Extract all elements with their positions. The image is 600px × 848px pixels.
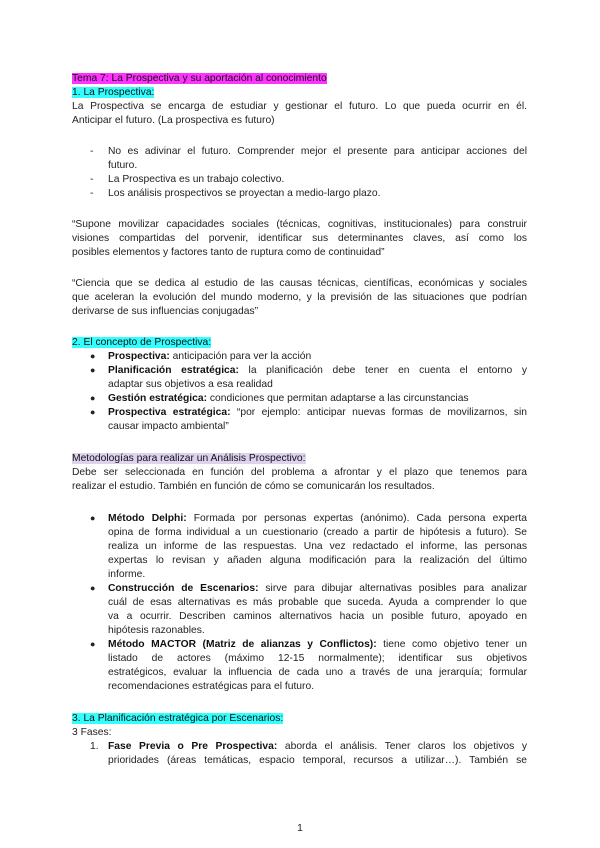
section-1-title: 1. La Prospectiva:	[72, 87, 155, 98]
bullet-icon: ●	[90, 351, 96, 361]
method-item-cont: informe.	[108, 569, 146, 580]
method-item: Método MACTOR (Matriz de alianzas y Conflictos): tiene como objetivo tener un	[108, 639, 527, 650]
methods-intro-line: Debe ser seleccionada en función del problema a afrontar y el plazo que tenemos para	[72, 467, 527, 478]
dash-marker: -	[90, 188, 94, 199]
method-item-cont: cuál de esas alternativas es más probable que suceda. Ayuda a comprender lo que	[108, 597, 527, 608]
quote-1-line: posibles elementos y factores tanto de ruptura como de continuidad”	[72, 247, 385, 258]
concept-item: Prospectiva: anticipación para ver la acción	[108, 351, 312, 362]
bullet-icon: ●	[90, 639, 96, 649]
method-item-cont: recomendaciones estratégicas para el futuro.	[108, 681, 315, 692]
dash-item-line: La Prospectiva es un trabajo colectivo.	[108, 174, 285, 185]
method-item: Método Delphi: Formada por personas expertas (anónimo). Cada persona experta	[108, 513, 527, 524]
s1-paragraph-line: Anticipar el futuro. (La prospectiva es futuro)	[72, 115, 275, 126]
page-number: 1	[297, 823, 303, 834]
methods-title: Metodologías para realizar un Análisis Prospectivo:	[72, 453, 306, 464]
quote-2-line: que aceleran la evolución del mundo moderno, y la previsión de las situaciones que podrían	[72, 292, 527, 303]
method-item-cont: hipótesis razonables.	[108, 625, 205, 636]
methods-intro-line: realizar el estudio. También en función de cómo se comunicarán los resultados.	[72, 481, 435, 492]
concept-item-cont: causar impacto ambiental”	[108, 421, 229, 432]
dash-item-line: Los análisis prospectivos se proyectan a medio-largo plazo.	[108, 188, 381, 199]
method-item-cont: listado de actores (máximo 12-15 normalmente); identificar sus objetivos	[108, 653, 527, 664]
method-item-cont: va a ocurrir. Describen caminos alternativos hacia un posible futuro, apoyado en	[108, 611, 527, 622]
method-item: Construcción de Escenarios: sirve para dibujar alternativas posibles para analizar	[108, 583, 528, 594]
numbered-marker: 1.	[90, 741, 99, 752]
dash-marker: -	[90, 174, 94, 185]
bullet-icon: ●	[90, 393, 96, 403]
topic-heading: Tema 7: La Prospectiva y su aportación al conocimiento	[72, 73, 327, 84]
section-2-title: 2. El concepto de Prospectiva:	[72, 337, 212, 348]
concept-item: Prospectiva estratégica: “por ejemplo: anticipar nuevas formas de movilizarnos, sin	[108, 407, 527, 418]
phase-item-cont: prioridades (áreas temáticas, espacio temporal, recursos a utilizar…). También se	[108, 755, 527, 766]
dash-marker: -	[90, 146, 94, 157]
phase-item: Fase Previa o Pre Prospectiva: aborda el análisis. Tener claros los objetivos y	[108, 741, 528, 752]
bullet-icon: ●	[90, 407, 96, 417]
concept-item: Planificación estratégica: la planificación debe tener en cuenta el entorno y	[108, 365, 527, 376]
concept-item-cont: adaptar sus objetivos a esa realidad	[108, 379, 273, 390]
phases-label: 3 Fases:	[72, 727, 112, 738]
s1-paragraph-line: La Prospectiva se encarga de estudiar y gestionar el futuro. Lo que pueda ocurrir en él.	[72, 101, 527, 112]
bullet-icon: ●	[90, 583, 96, 593]
dash-item-line: No es adivinar el futuro. Comprender mejor el presente para anticipar acciones del	[108, 146, 527, 157]
method-item-cont: realiza un informe de las respuestas. Una vez redactado el informe, las personas	[108, 541, 527, 552]
quote-2-line: “Ciencia que se dedica al estudio de las causas técnicas, científicas, económicas y sociales	[72, 278, 527, 289]
method-item-cont: estratégicos, evaluar la influencia de cada uno a través de una jerarquía; formular	[108, 667, 527, 678]
quote-2-line: derivarse de sus influencias conjugadas”	[72, 306, 259, 317]
quote-1-line: “Supone movilizar capacidades sociales (técnicas, cognitivas, institucionales) para construir	[72, 219, 527, 230]
dash-item-line: futuro.	[108, 160, 138, 171]
bullet-icon: ●	[90, 513, 96, 523]
method-item-cont: opina de forma individual a un cuestionario (creado a partir de hipótesis a futuro). Se	[108, 527, 527, 538]
method-item-cont: expertas lo revisan y añaden alguna modificación para la realización del último	[108, 555, 527, 566]
bullet-icon: ●	[90, 365, 96, 375]
quote-1-line: visiones compartidas del porvenir, identificar sus determinantes claves, así como los	[72, 233, 527, 244]
section-3-title: 3. La Planificación estratégica por Escenarios:	[72, 713, 284, 724]
concept-item: Gestión estratégica: condiciones que permitan adaptarse a las circunstancias	[108, 393, 469, 404]
